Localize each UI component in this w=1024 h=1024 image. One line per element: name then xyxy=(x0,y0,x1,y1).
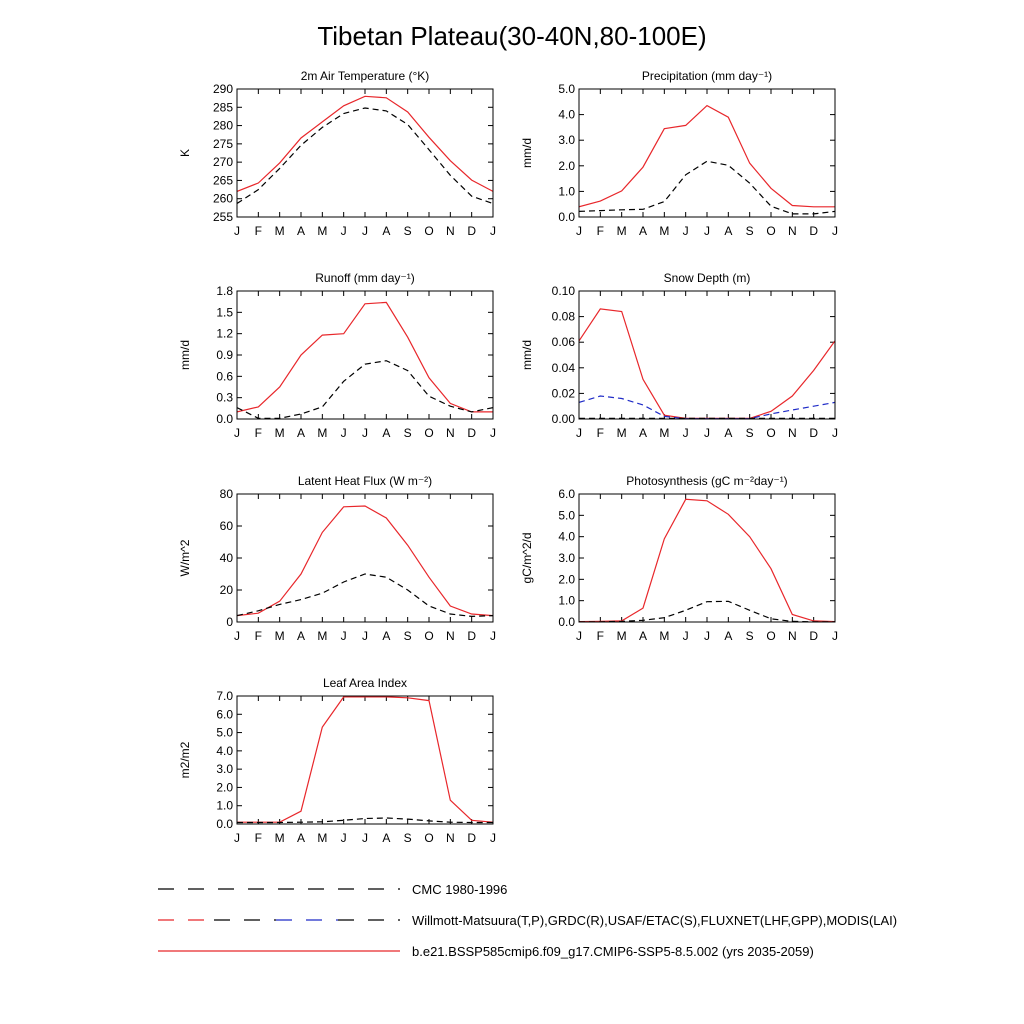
y-tick-label: 0.9 xyxy=(216,348,233,362)
y-axis-label: mm/d xyxy=(178,340,192,370)
y-tick-label: 3.0 xyxy=(216,762,233,777)
series-line-model xyxy=(579,499,835,621)
x-tick-label: M xyxy=(274,831,285,845)
legend-label: b.e21.BSSP585cmip6.f09_g17.CMIP6-SSP5-8.5.002 (yrs 2035-2059) xyxy=(412,944,814,959)
y-tick-label: 3.0 xyxy=(558,551,575,565)
y-tick-label: 270 xyxy=(212,155,233,170)
y-tick-label: 265 xyxy=(212,173,233,188)
y-tick-label: 40 xyxy=(219,551,233,565)
series-line-obs xyxy=(237,574,493,616)
y-tick-label: 4.0 xyxy=(558,107,575,122)
x-tick-label: J xyxy=(340,629,347,643)
x-tick-label: J xyxy=(682,426,689,440)
y-tick-label: 280 xyxy=(212,118,233,133)
y-tick-label: 0.3 xyxy=(216,390,233,405)
x-tick-label: J xyxy=(234,629,240,643)
legend xyxy=(158,882,897,959)
x-tick-label: J xyxy=(704,426,710,440)
panel-title: Runoff (mm day⁻¹) xyxy=(315,271,415,285)
legend-entry-3 xyxy=(158,944,814,959)
plot-frame xyxy=(237,494,493,622)
y-tick-label: 0.0 xyxy=(558,210,575,224)
x-tick-label: A xyxy=(638,629,648,643)
x-tick-label: A xyxy=(296,426,306,440)
x-tick-label: O xyxy=(766,426,776,440)
y-tick-label: 0.0 xyxy=(216,412,233,426)
y-tick-label: 6.0 xyxy=(558,487,575,501)
series-line-model xyxy=(237,96,493,191)
x-tick-label: D xyxy=(467,426,477,440)
x-tick-label: J xyxy=(682,629,689,643)
x-tick-label: M xyxy=(659,426,670,440)
y-tick-label: 2.0 xyxy=(558,158,575,173)
x-tick-label: D xyxy=(467,629,477,643)
legend-entry-2 xyxy=(158,913,897,928)
y-tick-label: 5.0 xyxy=(558,508,575,523)
x-tick-label: M xyxy=(616,426,627,440)
x-tick-label: F xyxy=(254,831,263,845)
x-tick-label: N xyxy=(445,224,455,238)
x-tick-label: S xyxy=(403,629,412,643)
x-tick-label: J xyxy=(490,224,496,238)
y-tick-label: 60 xyxy=(219,519,233,533)
x-tick-label: F xyxy=(254,224,263,238)
x-tick-label: A xyxy=(382,224,391,238)
legend-label: CMC 1980-1996 xyxy=(412,882,508,897)
x-tick-label: S xyxy=(403,426,412,440)
x-tick-label: J xyxy=(362,426,368,440)
x-tick-label: A xyxy=(724,629,733,643)
plot-frame xyxy=(579,89,835,217)
y-tick-label: 1.0 xyxy=(558,184,575,199)
y-tick-label: 0.02 xyxy=(551,386,575,401)
x-tick-label: J xyxy=(832,224,838,238)
x-tick-label: N xyxy=(445,629,455,643)
y-axis-label: gC/m^2/d xyxy=(520,532,534,584)
y-axis-label: m2/m2 xyxy=(178,741,192,779)
legend-entry-1 xyxy=(158,882,507,897)
y-tick-label: 255 xyxy=(212,210,233,224)
x-tick-label: A xyxy=(296,831,306,845)
plot-frame xyxy=(237,291,493,419)
y-tick-label: 285 xyxy=(212,100,233,115)
x-tick-label: A xyxy=(724,426,733,440)
y-axis-label: W/m^2 xyxy=(178,539,192,577)
x-tick-label: S xyxy=(745,224,754,238)
x-tick-label: N xyxy=(787,629,797,643)
x-tick-label: J xyxy=(490,831,496,845)
x-tick-label: M xyxy=(317,426,328,440)
series-line-model xyxy=(237,506,493,616)
y-axis-label: mm/d xyxy=(520,138,534,168)
y-tick-label: 1.5 xyxy=(216,305,233,320)
y-tick-label: 0.0 xyxy=(558,615,575,629)
x-tick-label: D xyxy=(809,629,819,643)
x-tick-label: S xyxy=(403,831,412,845)
x-tick-label: M xyxy=(274,629,285,643)
series-line-model xyxy=(579,309,835,419)
y-tick-label: 0.6 xyxy=(216,369,233,384)
x-tick-label: J xyxy=(340,426,347,440)
x-tick-label: D xyxy=(467,831,477,845)
y-tick-label: 260 xyxy=(212,191,233,206)
x-tick-label: A xyxy=(382,629,391,643)
y-tick-label: 1.8 xyxy=(216,284,233,298)
y-tick-label: 0.00 xyxy=(551,412,575,426)
y-tick-label: 0.04 xyxy=(551,360,575,375)
y-tick-label: 0.06 xyxy=(551,335,575,350)
x-tick-label: J xyxy=(234,831,240,845)
y-tick-label: 1.0 xyxy=(558,593,575,608)
chart-panel-4 xyxy=(520,271,838,440)
x-tick-label: F xyxy=(596,629,605,643)
x-tick-label: O xyxy=(424,426,434,440)
panel-title: Latent Heat Flux (W m⁻²) xyxy=(297,474,433,488)
x-tick-label: O xyxy=(766,224,776,238)
x-tick-label: S xyxy=(745,629,754,643)
y-tick-label: 0.10 xyxy=(551,284,575,298)
x-tick-label: O xyxy=(424,831,434,845)
x-tick-label: J xyxy=(362,831,368,845)
x-tick-label: M xyxy=(659,629,670,643)
x-tick-label: J xyxy=(576,224,582,238)
x-tick-label: M xyxy=(659,224,670,238)
series-line-model xyxy=(579,106,835,207)
y-tick-label: 5.0 xyxy=(558,82,575,96)
x-tick-label: O xyxy=(766,629,776,643)
x-tick-label: F xyxy=(254,629,263,643)
panel-title: Precipitation (mm day⁻¹) xyxy=(641,69,773,83)
x-tick-label: J xyxy=(490,426,496,440)
chart-panel-6 xyxy=(520,474,838,643)
x-tick-label: J xyxy=(340,224,347,238)
x-tick-label: J xyxy=(576,629,582,643)
x-tick-label: N xyxy=(445,426,455,440)
legend-label: Willmott-Matsuura(T,P),GRDC(R),USAF/ETAC(S),FLUXNET(LHF,GPP),MODIS(LAI) xyxy=(412,913,898,928)
x-tick-label: J xyxy=(682,224,689,238)
panel-title: Photosynthesis (gC m⁻²day⁻¹) xyxy=(626,474,788,488)
x-tick-label: M xyxy=(274,426,285,440)
x-tick-label: D xyxy=(467,224,477,238)
x-tick-label: S xyxy=(745,426,754,440)
y-tick-label: 2.0 xyxy=(558,572,575,587)
x-tick-label: J xyxy=(576,426,582,440)
x-tick-label: J xyxy=(340,831,347,845)
x-tick-label: F xyxy=(254,426,263,440)
x-tick-label: N xyxy=(787,224,797,238)
x-tick-label: J xyxy=(832,629,838,643)
panels xyxy=(178,69,838,845)
series-line-obs xyxy=(237,361,493,419)
x-tick-label: M xyxy=(616,224,627,238)
chart-panel-1 xyxy=(178,69,496,238)
chart-panel-5 xyxy=(178,474,496,643)
y-tick-label: 20 xyxy=(219,583,233,597)
x-tick-label: A xyxy=(382,831,391,845)
x-tick-label: A xyxy=(382,426,391,440)
x-tick-label: M xyxy=(317,831,328,845)
x-tick-label: J xyxy=(832,426,838,440)
x-tick-label: J xyxy=(490,629,496,643)
y-axis-label: K xyxy=(178,148,192,158)
chart-panel-7 xyxy=(178,676,496,845)
y-axis-label: mm/d xyxy=(520,340,534,370)
x-tick-label: F xyxy=(596,224,605,238)
y-tick-label: 2.0 xyxy=(216,780,233,795)
x-tick-label: A xyxy=(296,629,306,643)
y-tick-label: 290 xyxy=(212,82,233,96)
series-line-model xyxy=(237,302,493,412)
x-tick-label: M xyxy=(317,224,328,238)
x-tick-label: J xyxy=(234,426,240,440)
y-tick-label: 4.0 xyxy=(216,743,233,758)
x-tick-label: N xyxy=(787,426,797,440)
panel-title: Leaf Area Index xyxy=(322,676,408,690)
y-tick-label: 0.0 xyxy=(216,817,233,831)
x-tick-label: M xyxy=(317,629,328,643)
y-tick-label: 80 xyxy=(219,487,233,501)
y-tick-label: 0.08 xyxy=(551,309,575,324)
y-tick-label: 1.2 xyxy=(216,326,233,341)
x-tick-label: A xyxy=(638,426,648,440)
x-tick-label: N xyxy=(445,831,455,845)
x-tick-label: J xyxy=(362,224,368,238)
chart-panel-2 xyxy=(520,69,838,238)
x-tick-label: O xyxy=(424,224,434,238)
x-tick-label: J xyxy=(704,224,710,238)
x-tick-label: J xyxy=(704,629,710,643)
x-tick-label: S xyxy=(403,224,412,238)
panel-title: Snow Depth (m) xyxy=(663,271,751,285)
x-tick-label: F xyxy=(596,426,605,440)
plot-frame xyxy=(579,291,835,419)
y-tick-label: 3.0 xyxy=(558,133,575,148)
y-tick-label: 6.0 xyxy=(216,707,233,722)
y-tick-label: 275 xyxy=(212,136,233,151)
chart-panel-3 xyxy=(178,271,496,440)
x-tick-label: A xyxy=(296,224,306,238)
panel-title: 2m Air Temperature (°K) xyxy=(300,69,430,83)
figure-title: Tibetan Plateau(30-40N,80-100E) xyxy=(317,21,707,51)
x-tick-label: D xyxy=(809,224,819,238)
y-tick-label: 7.0 xyxy=(216,689,233,703)
y-tick-label: 0 xyxy=(226,615,233,629)
x-tick-label: J xyxy=(234,224,240,238)
plot-frame xyxy=(579,494,835,622)
x-tick-label: D xyxy=(809,426,819,440)
x-tick-label: A xyxy=(724,224,733,238)
series-line-model xyxy=(237,697,493,822)
y-tick-label: 4.0 xyxy=(558,529,575,544)
x-tick-label: M xyxy=(274,224,285,238)
x-tick-label: M xyxy=(616,629,627,643)
series-line-obs xyxy=(237,108,493,204)
x-tick-label: O xyxy=(424,629,434,643)
y-tick-label: 5.0 xyxy=(216,725,233,740)
x-tick-label: A xyxy=(638,224,648,238)
y-tick-label: 1.0 xyxy=(216,798,233,813)
x-tick-label: J xyxy=(362,629,368,643)
